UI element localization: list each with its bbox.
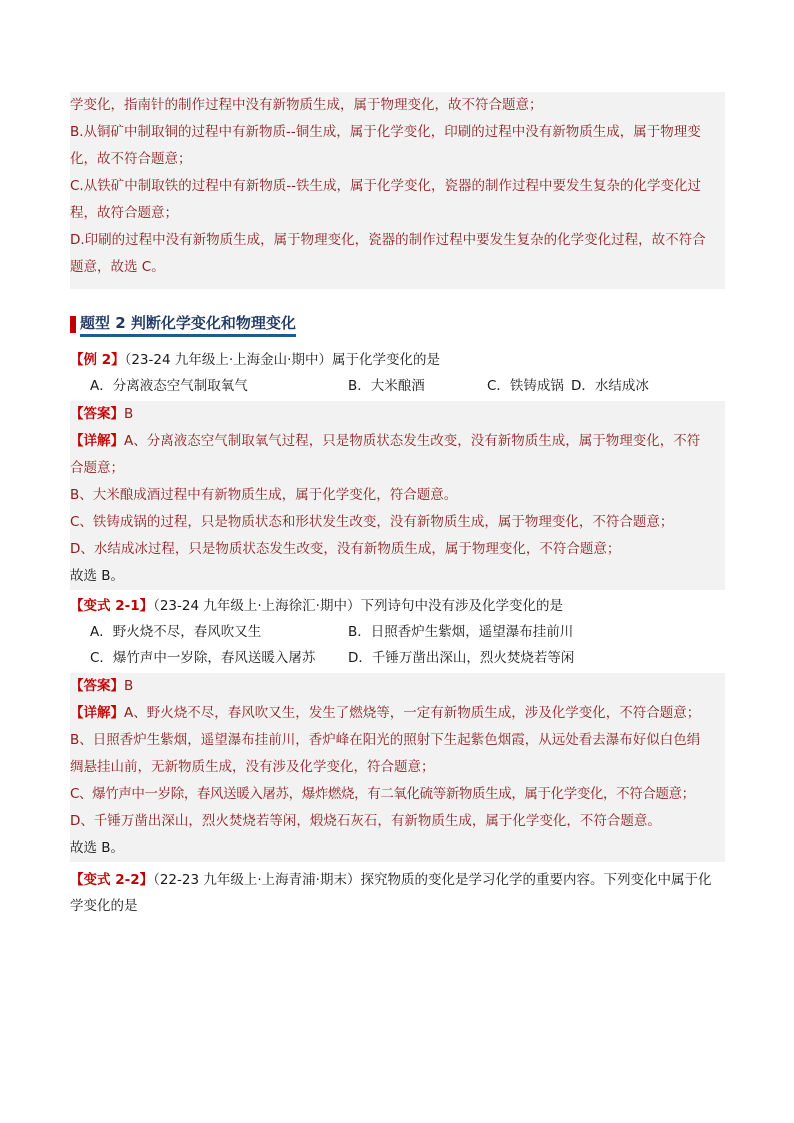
detail-line: B、日照香炉生紫烟，遥望瀑布挂前川，香炉峰在阳光的照射下生起紫色烟霞，从远处看去瀑布好似白色绢 <box>70 732 701 748</box>
detail-text: A、分离液态空气制取氧气过程，只是物质状态发生改变，没有新物质生成，属于物理变化，不符 <box>124 433 701 449</box>
detail-text: A、野火烧不尽，春风吹又生，发生了燃烧等，一定有新物质生成，涉及化学变化，不符合题意； <box>124 705 701 721</box>
answer-line <box>70 401 725 428</box>
section-title: 题型 2 判断化学变化和物理变化 <box>80 312 296 337</box>
option-d: D．千锤万凿出深山，烈火焚烧若等闲 <box>348 650 575 666</box>
answer-value: B <box>124 406 134 422</box>
answer-box <box>70 401 725 590</box>
detail-line <box>70 700 725 727</box>
question-source: （23-24 九年级上·上海金山·期中） <box>124 352 332 368</box>
analysis-line: 程，故符合题意； <box>70 205 178 221</box>
answer-value: B <box>124 678 134 694</box>
detail-line: 故选 B。 <box>70 840 125 856</box>
question-source: （23-24 九年级上·上海徐汇·期中） <box>153 598 361 614</box>
option-d: D．水结成冰 <box>571 378 649 394</box>
option-c: C．铁铸成锅 <box>487 378 564 394</box>
options-row <box>70 645 725 671</box>
question-source: （22-23 九年级上·上海青浦·期末） <box>153 872 361 888</box>
answer-line <box>70 673 725 700</box>
option-b: B．大米酿酒 <box>348 378 425 394</box>
analysis-line: 题意，故选 C。 <box>70 259 165 275</box>
analysis-line: B.从铜矿中制取铜的过程中有新物质--铜生成，属于化学变化，印刷的过程中没有新物质生成，属于物理变 <box>70 124 701 140</box>
section-heading <box>70 312 296 337</box>
detail-line: D、千锤万凿出深山，烈火焚烧若等闲，煅烧石灰石，有新物质生成，属于化学变化，不符合题意。 <box>70 813 661 829</box>
variant-2-1 <box>70 593 725 862</box>
detail-line: 绸悬挂山前，无新物质生成，没有涉及化学变化，符合题意； <box>70 759 435 775</box>
detail-line: 故选 B。 <box>70 568 125 584</box>
options-row <box>70 619 725 645</box>
question-line <box>70 593 725 619</box>
answer-tag: 【答案】 <box>70 678 124 694</box>
analysis-line: 学变化，指南针的制作过程中没有新物质生成，属于物理变化，故不符合题意； <box>70 97 543 113</box>
detail-line: 合题意； <box>70 460 124 476</box>
detail-line: B、大米酿成酒过程中有新物质生成，属于化学变化，符合题意。 <box>70 487 458 503</box>
detail-line: D、水结成冰过程，只是物质状态发生改变，没有新物质生成，属于物理变化，不符合题意； <box>70 541 621 557</box>
detail-line: C、爆竹声中一岁除，春风送暖入屠苏，爆炸燃烧，有二氧化硫等新物质生成，属于化学变化，不符合题意； <box>70 786 695 802</box>
detail-line: C、铁铸成锅的过程，只是物质状态和形状发生改变，没有新物质生成，属于物理变化，不符合题意； <box>70 514 674 530</box>
question-text: 探究物质的变化是学习化学的重要内容。下列变化中属于化 <box>360 872 712 888</box>
analysis-line: D.印刷的过程中没有新物质生成，属于物理变化，瓷器的制作过程中要发生复杂的化学变化过程，故不符合 <box>70 232 706 248</box>
analysis-block <box>70 92 725 289</box>
heading-marker-icon <box>70 316 76 333</box>
options-row <box>70 373 725 399</box>
analysis-line: 化，故不符合题意； <box>70 151 192 167</box>
option-c: C．爆竹声中一岁除，春风送暖入屠苏 <box>90 650 316 666</box>
detail-line <box>70 428 725 455</box>
question-line: 学变化的是 <box>70 898 138 914</box>
question-tag: 【变式 2-1】 <box>70 598 154 614</box>
question-line <box>70 347 725 373</box>
question-tag: 【例 2】 <box>70 352 125 368</box>
analysis-line: C.从铁矿中制取铁的过程中有新物质--铁生成，属于化学变化，瓷器的制作过程中要发生复杂的化学变化过 <box>70 178 701 194</box>
question-line <box>70 867 725 893</box>
question-tag: 【变式 2-2】 <box>70 872 154 888</box>
question-text: 下列诗句中没有涉及化学变化的是 <box>360 598 563 614</box>
detail-tag: 【详解】 <box>70 433 124 449</box>
detail-tag: 【详解】 <box>70 705 124 721</box>
question-text: 属于化学变化的是 <box>331 352 440 368</box>
variant-2-2 <box>70 867 725 919</box>
answer-box <box>70 673 725 862</box>
option-a: A．分离液态空气制取氧气 <box>90 378 248 394</box>
answer-tag: 【答案】 <box>70 406 124 422</box>
example-2 <box>70 347 725 590</box>
option-a: A．野火烧不尽，春风吹又生 <box>90 624 262 640</box>
option-b: B．日照香炉生紫烟，遥望瀑布挂前川 <box>348 624 574 640</box>
